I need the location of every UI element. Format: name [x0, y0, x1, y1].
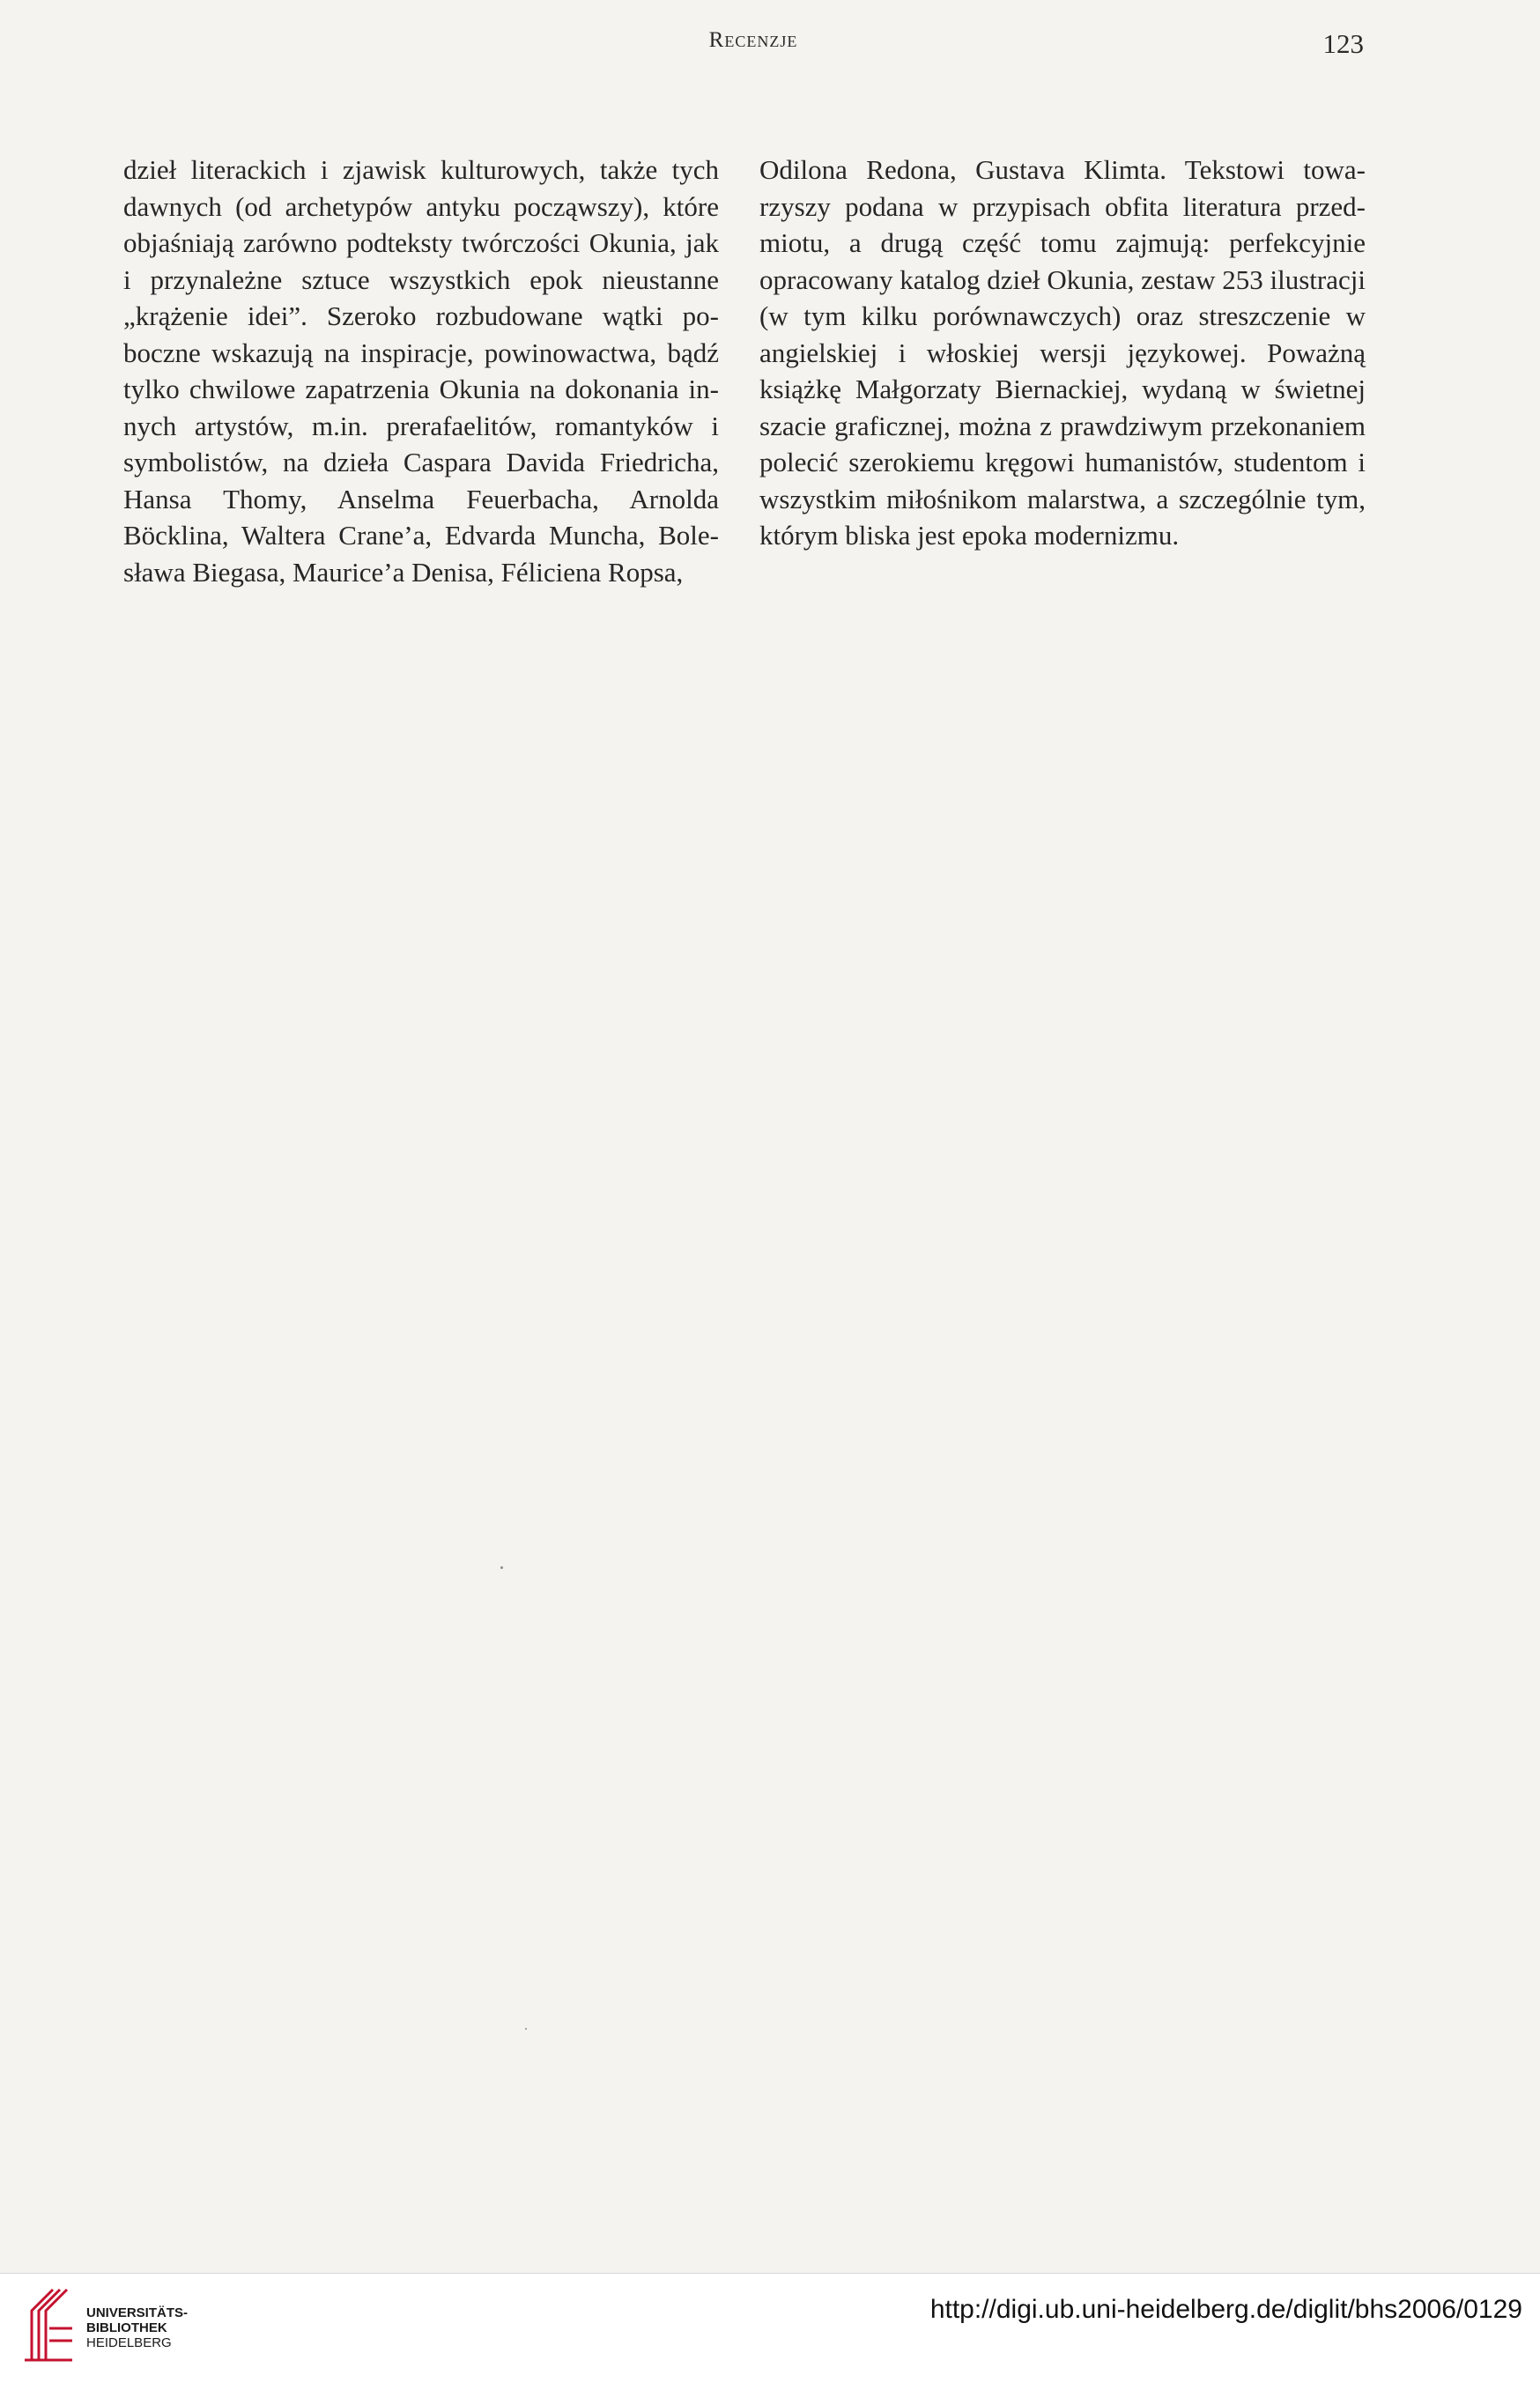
left-text-column — [123, 152, 719, 590]
left-column-paragraph: dzieł literackich i zjawisk kulturowych, także tych dawnych (od archetypów antyku począwszy), które objaśniają zarówno podteksty twórczości Okunia, jak i przynależne sztuce wszystkich epok nieustanne „krążenie idei”. Szeroko rozbudowane wątki poboczne wskazują na inspiracje, powinowactwa, bądź tylko chwilowe zapatrzenia Okunia na dokonania innych artystów, m.in. prerafaelitów, romantyków i symbolistów, na dzieła Caspara Davida Friedricha, Hansa Thomy, Anselma Feuerbacha, Arnolda Böcklina, Waltera Crane’a, Edvarda Muncha, Bolesława Biegasa, Maurice’a Denisa, Féliciena Ropsa, — [123, 154, 719, 588]
scan-speck — [500, 1566, 503, 1569]
library-logo[interactable] — [18, 2286, 220, 2365]
running-head — [0, 25, 1540, 60]
right-text-column — [759, 152, 1366, 554]
digitization-footer — [0, 2273, 1540, 2390]
library-name-line-1: UNIVERSITÄTS- — [86, 2305, 189, 2320]
page-number: 123 — [1322, 28, 1364, 59]
running-title: Recenzje — [708, 28, 798, 52]
library-name-line-2: BIBLIOTHEK — [86, 2320, 167, 2335]
library-name — [86, 2305, 218, 2350]
right-column-paragraph: Odilona Redona, Gustava Klimta. Tekstowi towarzyszy podana w przypisach obfita literatura przedmiotu, a drugą część tomu zajmują: perfekcyjnie opracowany katalog dzieł Okunia, zestaw 253 ilustracji (w tym kilku porównawczych) oraz streszczenie w angielskiej i włoskiej wersji językowej. Poważną książkę Małgorzaty Biernackiej, wydaną w świetnej szacie graficznej, można z prawdziwym przekonaniem polecić szerokiemu kręgowi humanistów, studentom i wszystkim miłośnikom malarstwa, a szczególnie tym, którym bliska jest epoka modernizmu. — [759, 154, 1366, 551]
library-name-line-3: HEIDELBERG — [86, 2335, 172, 2350]
digitization-url[interactable]: http://digi.ub.uni-heidelberg.de/diglit/bhs2006/0129 — [929, 2295, 1522, 2324]
heidelberg-library-logo-icon — [18, 2286, 79, 2365]
scan-speck — [525, 2028, 527, 2030]
